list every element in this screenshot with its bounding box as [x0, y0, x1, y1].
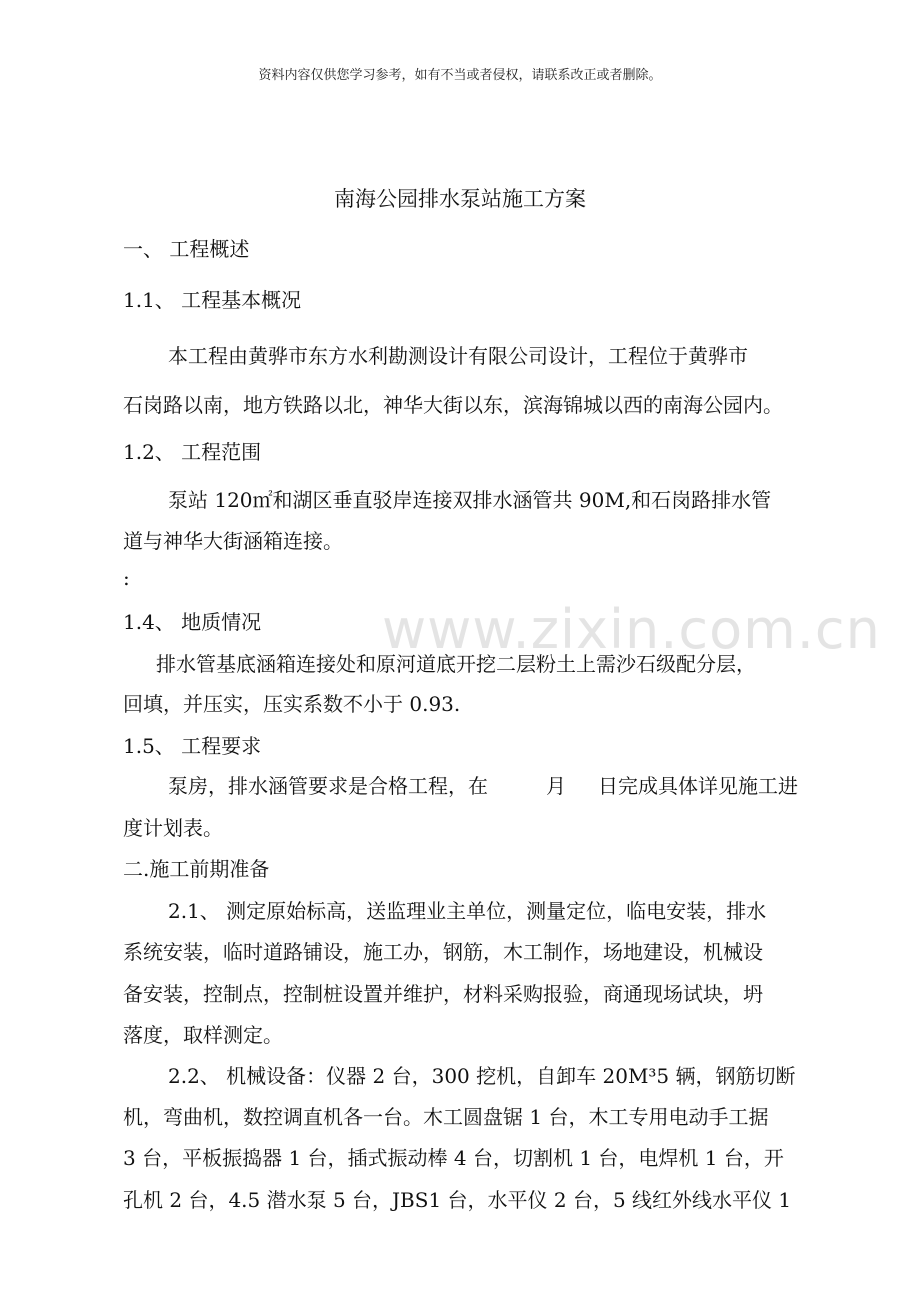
paragraph-line: 泵站 120㎡和湖区垂直驳岸连接双排水涵管共 90M,和石岗路排水管 [168, 488, 772, 512]
paragraph-line: 2.2、 机械设备：仪器 2 台，300 挖机，自卸车 20M³5 辆，钢筋切断 [168, 1064, 796, 1088]
paragraph-line: 度计划表。 [123, 816, 223, 840]
paragraph-line: 系统安装，临时道路铺设，施工办，钢筋，木工制作，场地建设，机械设 [123, 940, 763, 964]
paragraph-line: 道与神华大街涵箱连接。 [123, 529, 343, 553]
disclaimer-notice: 资料内容仅供您学习参考，如有不当或者侵权，请联系改正或者删除。 [258, 68, 662, 83]
heading-1: 一、 工程概述 [123, 237, 250, 261]
text-segment: 日完成具体详见施工进 [598, 774, 798, 798]
heading-1-5: 1.5、 工程要求 [123, 734, 262, 758]
watermark: www.zixin.com.cn [382, 598, 881, 661]
document-title: 南海公园排水泵站施工方案 [334, 187, 586, 211]
paragraph-line: 机，弯曲机，数控调直机各一台。木工圆盘锯 1 台，木工专用电动手工据 [123, 1105, 769, 1129]
paragraph-line: 落度，取样测定。 [123, 1023, 283, 1047]
text-segment: 月 [546, 774, 566, 798]
heading-2: 二.施工前期准备 [123, 857, 270, 881]
stray-colon: : [123, 566, 130, 590]
paragraph-line: 本工程由黄骅市东方水利勘测设计有限公司设计，工程位于黄骅市 [168, 344, 748, 368]
paragraph-line: 石岗路以南，地方铁路以北，神华大街以东，滨海锦城以西的南海公园内。 [123, 393, 783, 417]
paragraph-line: 回填，并压实，压实系数不小于 0.93. [123, 692, 461, 716]
paragraph-line: 备安装，控制点，控制桩设置并维护，材料采购报验，商通现场试块，坍 [123, 982, 763, 1006]
heading-1-2: 1.2、 工程范围 [123, 440, 262, 464]
paragraph-line: 孔机 2 台，4.5 潜水泵 5 台，JBS1 台，水平仪 2 台，5 线红外线水平仪 1 [123, 1188, 792, 1212]
text-segment: 泵房，排水涵管要求是合格工程，在 [168, 774, 488, 798]
paragraph-line: 2.1、 测定原始标高，送监理业主单位，测量定位，临电安装，排水 [168, 899, 767, 923]
heading-1-4: 1.4、 地质情况 [123, 610, 262, 634]
paragraph-line: 3 台，平板振捣器 1 台，插式振动棒 4 台，切割机 1 台，电焊机 1 台，开 [123, 1146, 784, 1170]
heading-1-1: 1.1、 工程基本概况 [123, 288, 302, 312]
paragraph-line: 排水管基底涵箱连接处和原河道底开挖二层粉土上需沙石级配分层， [156, 652, 756, 676]
paragraph-line [168, 770, 798, 799]
